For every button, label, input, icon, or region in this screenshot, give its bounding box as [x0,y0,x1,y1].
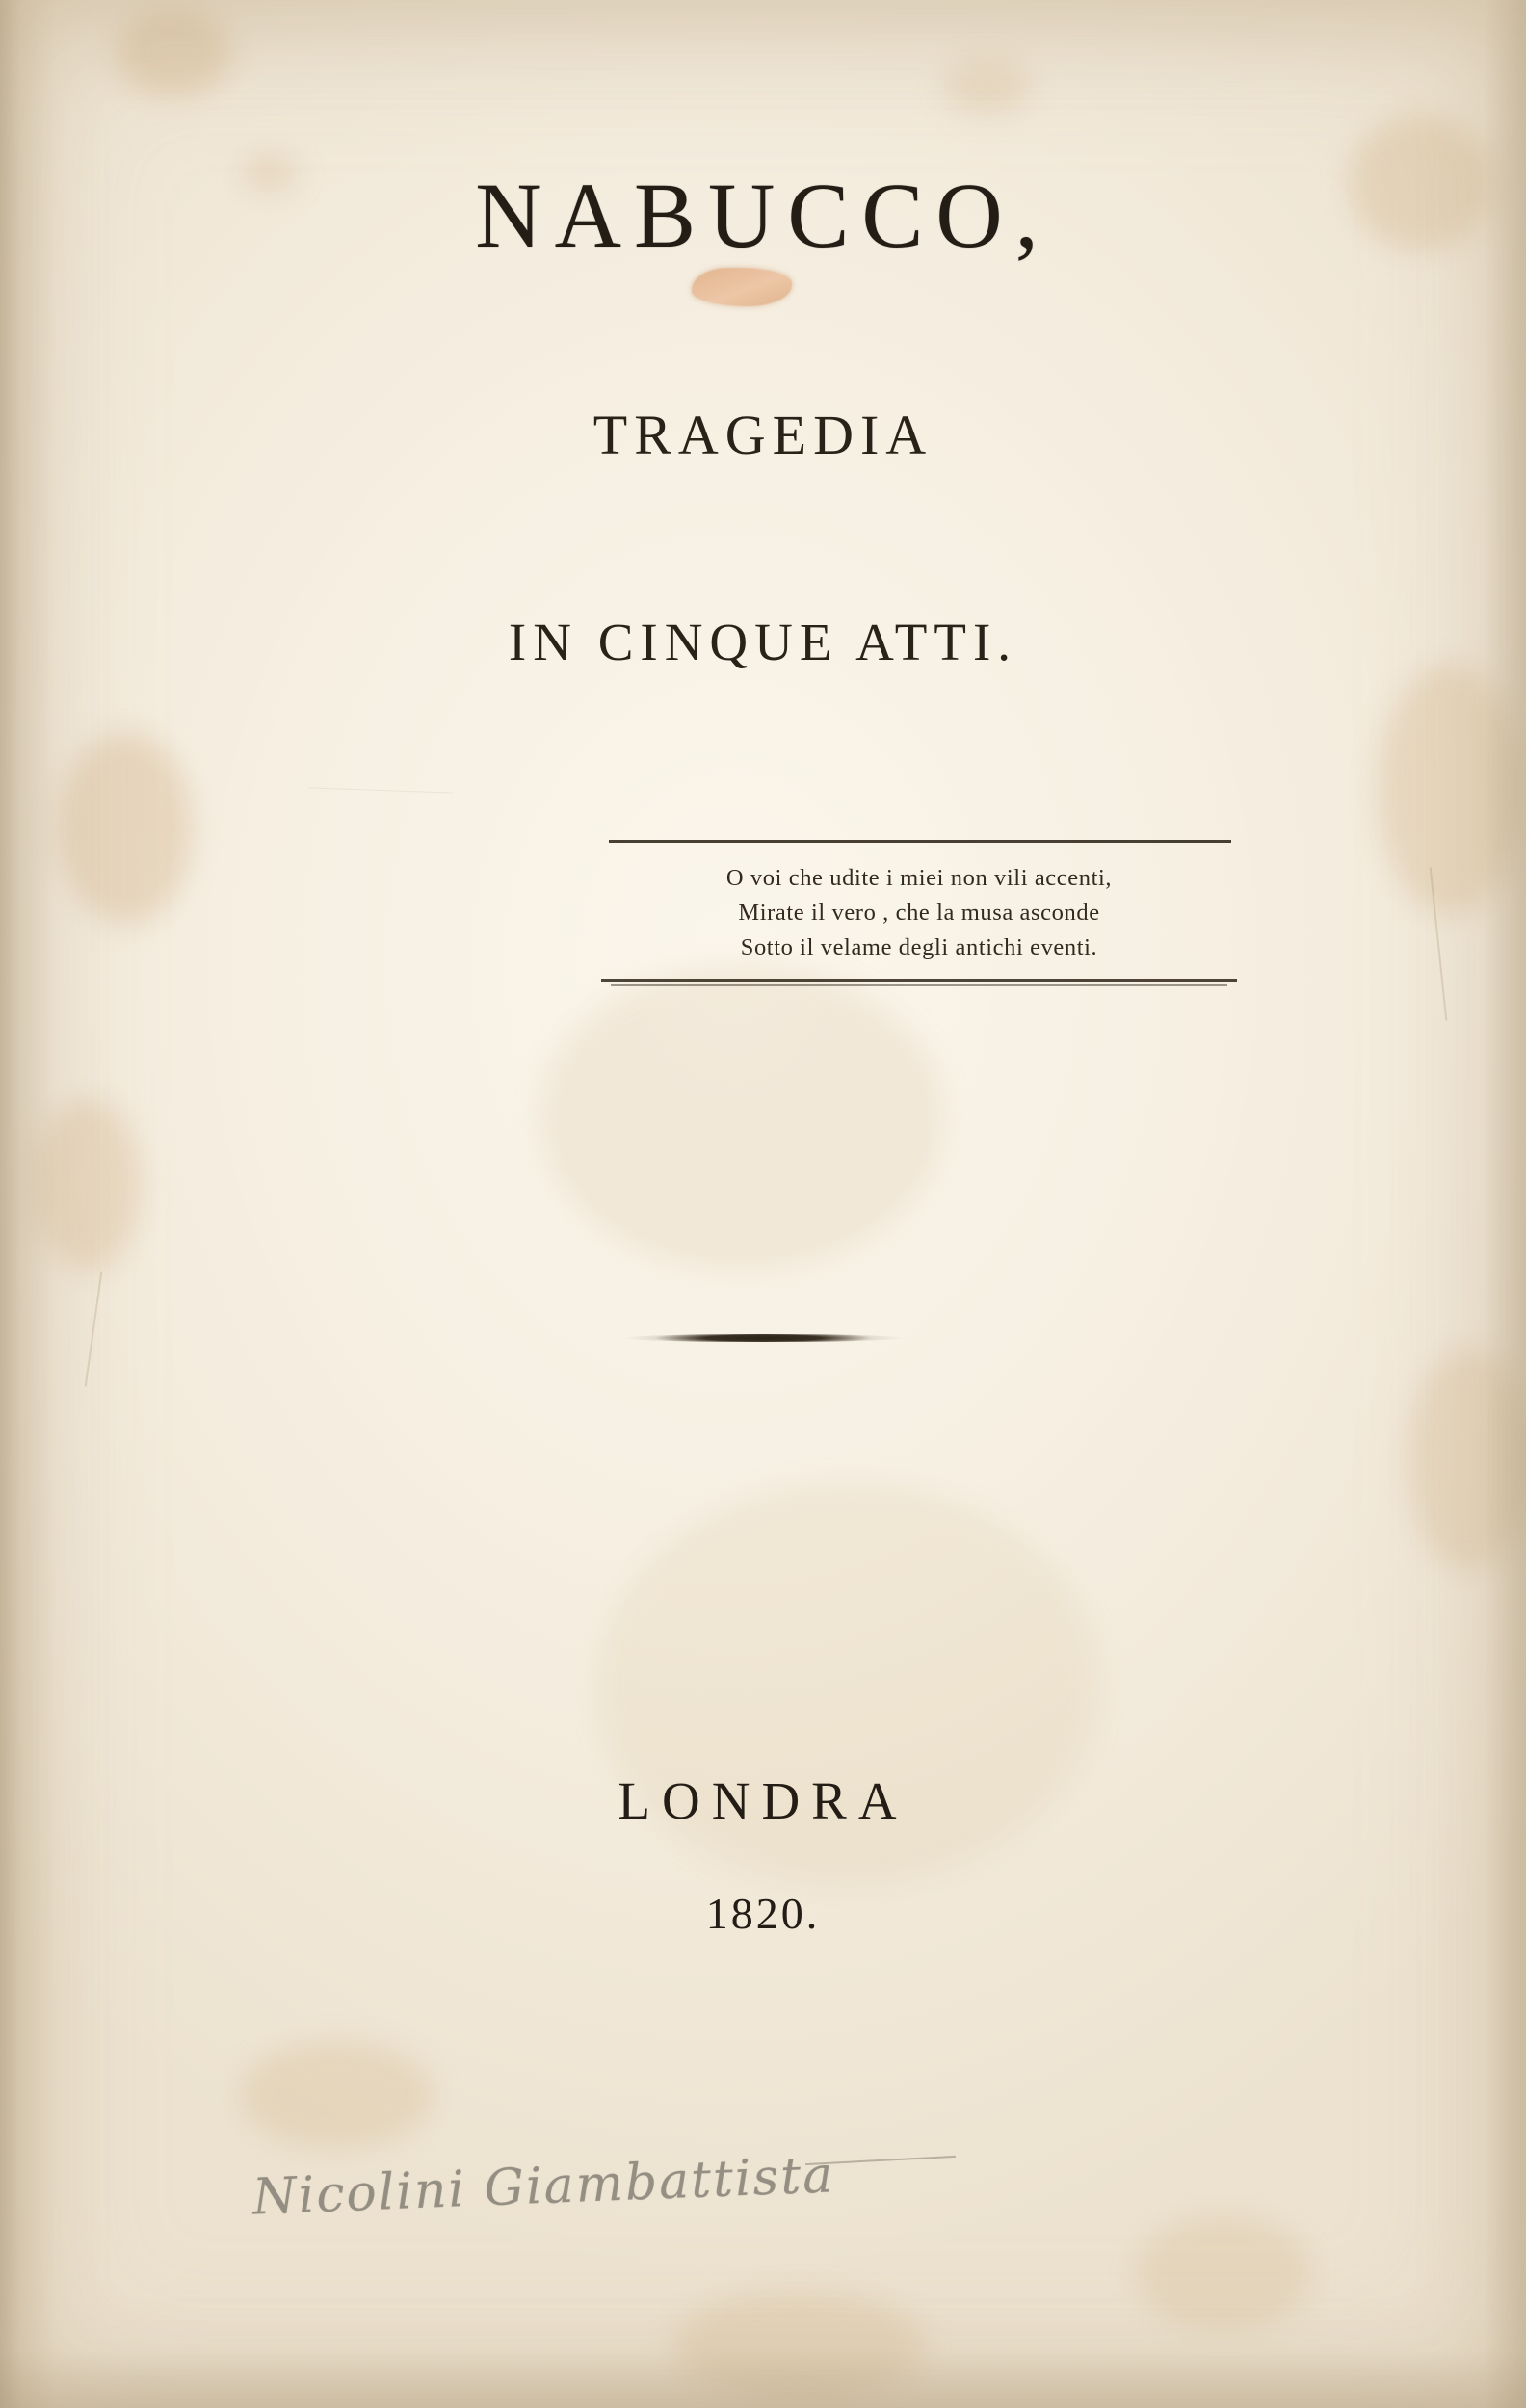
repair-patch [692,268,792,306]
ornament-bar-icon [623,1334,903,1342]
imprint-city: LONDRA [618,1771,908,1830]
epigraph-block [601,840,1237,986]
handwritten-inscription: Nicolini Giambattista [251,2146,836,2227]
epigraph-text [601,861,1237,965]
page-subtitle: TRAGEDIA [592,404,934,466]
epigraph-line-3: Sotto il velame degli antichi eventi. [740,934,1098,960]
imprint-year: 1820. [705,1889,821,1938]
epigraph-line-1: O voi che udite i miei non vili accenti, [725,865,1113,891]
page-subtitle-acts: IN CINQUE ATTI. [508,613,1018,671]
ornament-divider [0,1329,1526,1348]
epigraph-rule-bottom [601,979,1237,982]
epigraph-rule-top [609,840,1231,843]
page-title: NABUCCO, [475,164,1051,267]
epigraph-rule-bottom-thin [611,984,1227,986]
epigraph-line-2: Mirate il vero , che la musa asconde [738,900,1100,926]
